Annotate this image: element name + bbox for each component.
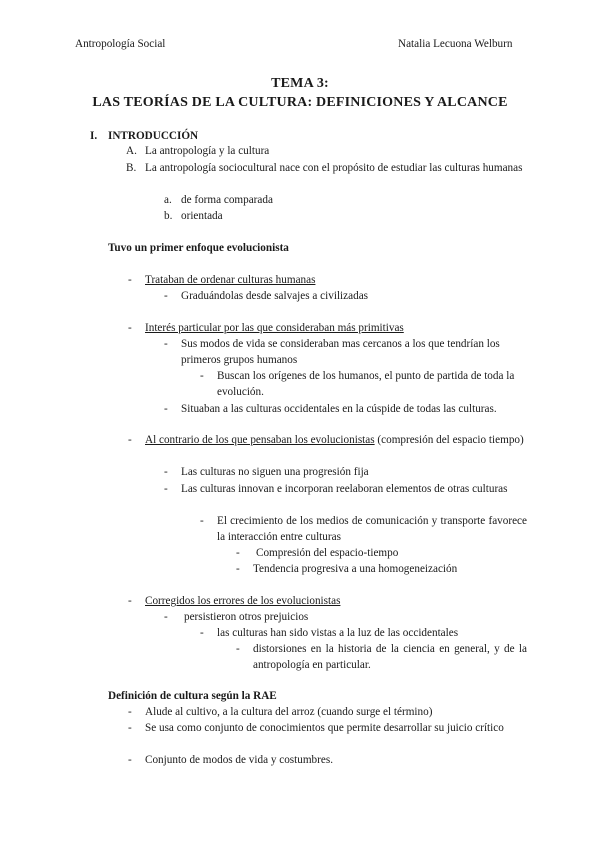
header-left: Antropología Social [75,38,166,50]
dash-bullet: - [164,290,168,302]
dash-bullet: - [128,434,132,446]
bullet-level4-text: distorsiones en la historia de la ciencia en general, y de la antropología en particular. [253,643,527,671]
subsection-heading: Tuvo un primer enfoque evolucionista [108,242,289,254]
dash-bullet: - [128,322,132,334]
section-heading: INTRODUCCIÓN [108,130,199,142]
header-right: Natalia Lecuona Welburn [398,38,513,50]
bullet-level4-text: Compresión del espacio-tiempo [256,547,399,559]
dash-bullet: - [164,403,168,415]
bullet-main-text: Se usa como conjunto de conocimientos que permite desarrollar su juicio crítico [145,722,504,734]
bullet-main-text: Conjunto de modos de vida y costumbres. [145,754,333,766]
dash-bullet: - [128,754,132,766]
bullet-main-text: Corregidos los errores de los evolucionistas [145,595,341,607]
bullet-subsub-text: Buscan los orígenes de los humanos, el punto de partida de toda la evolución. [217,370,515,398]
list-item-text: La antropología y la cultura [145,145,270,157]
dash-bullet: - [200,370,204,382]
bullet-main-text: Interés particular por las que consideraban más primitivas [145,322,404,334]
dash-bullet: - [128,722,132,734]
section-number: I. [90,130,98,142]
dash-bullet: - [236,643,240,655]
bullet-main-text: Trataban de ordenar culturas humanas [145,274,316,286]
phrase-rest: (compresión del espacio tiempo) [374,434,524,446]
dash-bullet: - [236,563,240,575]
sublist-item-text: orientada [181,210,223,222]
sublist-marker: a. [164,194,172,206]
bullet-sub-text: Las culturas no siguen una progresión fija [181,466,369,478]
bullet-subsub-text: El crecimiento de los medios de comunicación y transporte favorece la interacción entre culturas [217,515,527,543]
dash-bullet: - [128,595,132,607]
sublist-item-text: de forma comparada [181,194,273,206]
dash-bullet: - [164,483,168,495]
bullet-sub-text: Las culturas innovan e incorporan reelaboran elementos de otras culturas [181,483,508,495]
list-marker: B. [126,162,137,174]
dash-bullet: - [164,466,168,478]
list-marker: A. [126,145,137,157]
dash-bullet: - [236,547,240,559]
bullet-sub-text: Sus modos de vida se consideraban mas cercanos a los que tendrían los primeros grupos humanos [181,338,500,366]
dash-bullet: - [128,274,132,286]
dash-bullet: - [164,611,168,623]
dash-bullet: - [128,706,132,718]
bullet-main-text [145,432,527,448]
bullet-subsub-text: las culturas han sido vistas a la luz de las occidentales [217,627,459,639]
list-item-text: La antropología sociocultural nace con el propósito de estudiar las culturas humanas [145,162,523,174]
bullet-sub-text: Graduándolas desde salvajes a civilizadas [181,290,369,302]
title-line-1: TEMA 3: [271,76,329,91]
sublist-marker: b. [164,210,173,222]
bullet-level4-text: Tendencia progresiva a una homogeneización [253,563,458,575]
subsection-heading: Definición de cultura según la RAE [108,690,277,702]
bullet-main-text: Alude al cultivo, a la cultura del arroz (cuando surge el término) [145,706,433,718]
underlined-phrase: Al contrario de los que pensaban los evolucionistas [145,434,375,446]
dash-bullet: - [200,515,204,527]
dash-bullet: - [200,627,204,639]
title-line-2: LAS TEORÍAS DE LA CULTURA: DEFINICIONES Y ALCANCE [92,95,508,110]
dash-bullet: - [164,338,168,350]
bullet-sub-text: Situaban a las culturas occidentales en la cúspide de todas las culturas. [181,403,497,415]
bullet-sub-text: persistieron otros prejuicios [184,611,309,623]
